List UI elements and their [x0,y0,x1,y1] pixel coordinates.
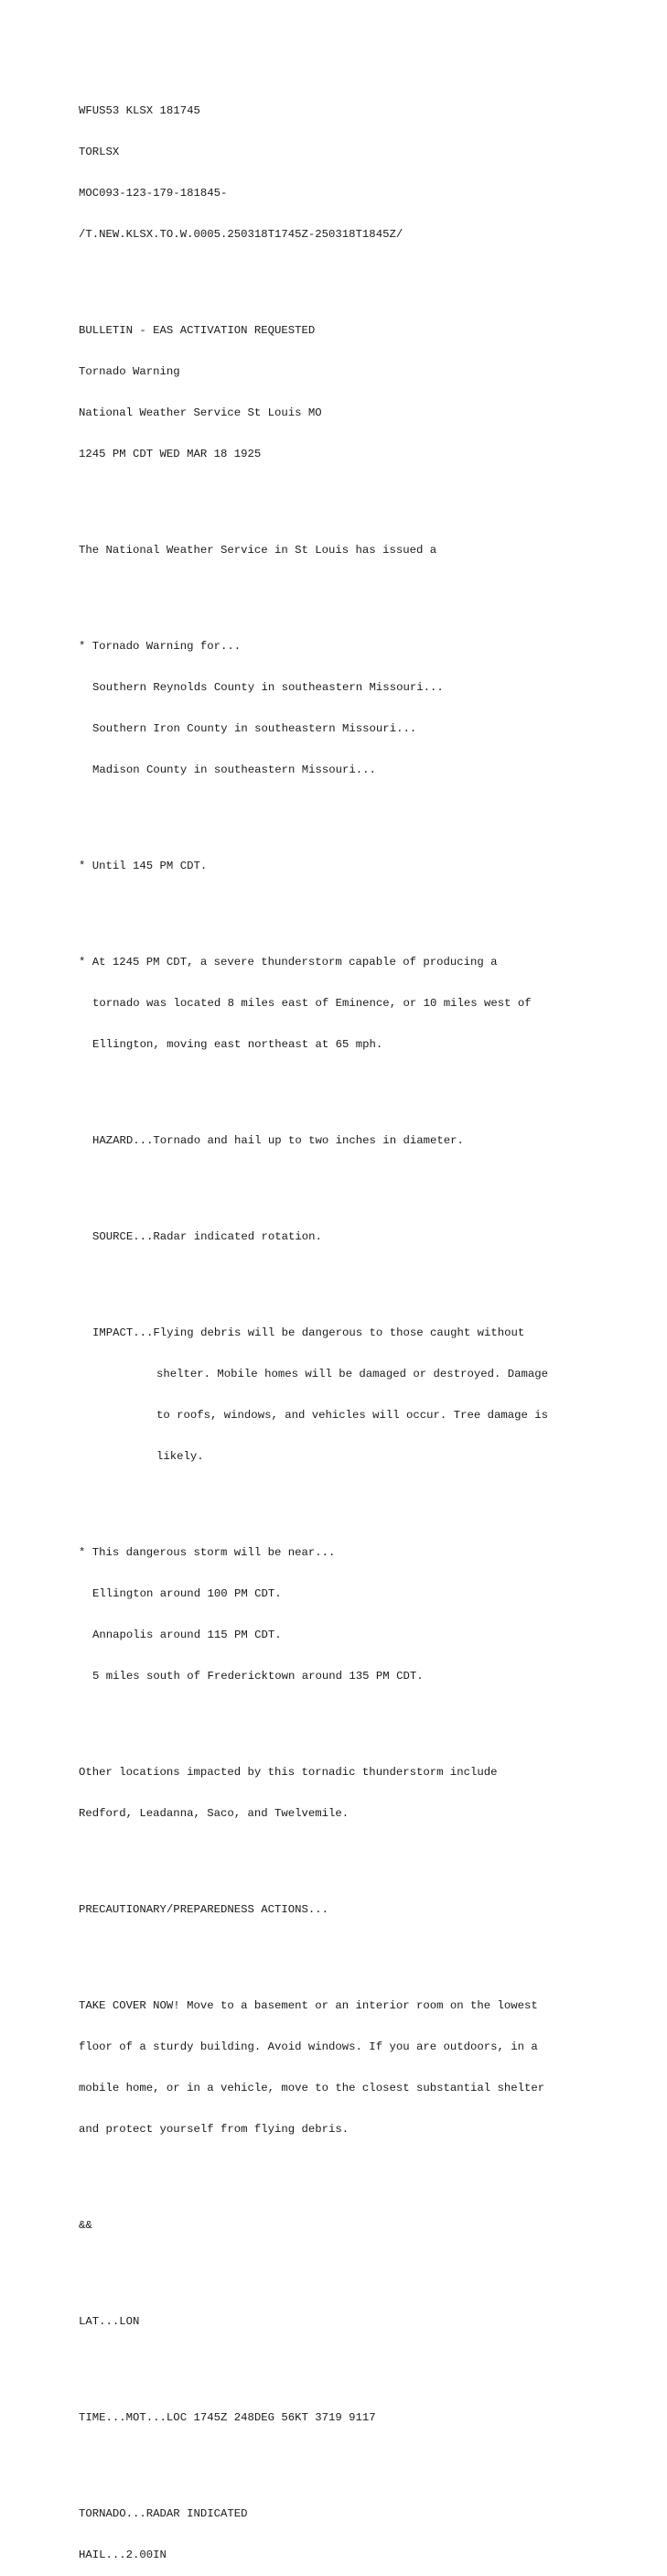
spacer [79,2356,646,2370]
warning-document [79,77,646,2576]
precaution-line: floor of a sturdy building. Avoid windows. If you are outdoors, in a [79,2040,538,2053]
near-location: Annapolis around 115 PM CDT. [92,1629,282,1641]
precaution-line: mobile home, or in a vehicle, move to the closest substantial shelter [79,2082,545,2094]
spacer [79,489,646,503]
warning-area: Madison County in southeastern Missouri... [92,763,376,776]
issuing-office: National Weather Service St Louis MO [79,406,322,419]
spacer [79,1848,646,1862]
situation-line: Ellington, moving east northeast at 65 mph. [92,1038,383,1051]
impact-line: shelter. Mobile homes will be damaged or destroyed. Damage [156,1368,549,1380]
impact-line: to roofs, windows, and vehicles will occur. Tree damage is [156,1409,549,1422]
precaution-line: and protect yourself from flying debris. [79,2123,350,2136]
spacer [79,805,646,818]
spacer [79,1944,646,1958]
spacer [79,2452,646,2466]
warning-area: Southern Iron County in southeastern Missouri... [92,722,417,735]
spacer [79,1175,646,1189]
precaution-line: TAKE COVER NOW! Move to a basement or an interior room on the lowest [79,1999,538,2012]
near-location: Ellington around 100 PM CDT. [92,1587,282,1600]
ugc-codes: MOC093-123-179-181845- [79,187,228,200]
time-mot-loc-line: TIME...MOT...LOC 1745Z 248DEG 56KT 3719 9117 [79,2411,376,2424]
spacer [79,901,646,915]
section-separator: && [79,2219,92,2232]
near-location: 5 miles south of Fredericktown around 135 PM CDT. [92,1670,424,1683]
hazard-line: HAZARD...Tornado and hail up to two inches in diameter. [92,1134,464,1147]
latlon-line: LAT...LON [79,2315,140,2328]
spacer [79,269,646,283]
spacer [79,2164,646,2178]
other-locations-line: Other locations impacted by this tornadic thunderstorm include [79,1766,498,1779]
issue-time: 1245 PM CDT WED MAR 18 1925 [79,448,262,460]
eas-bulletin: BULLETIN - EAS ACTIVATION REQUESTED [79,324,316,337]
spacer [79,1711,646,1725]
near-heading: * This dangerous storm will be near... [79,1546,336,1559]
wmo-header: WFUS53 KLSX 181745 [79,104,200,117]
vtec-string: /T.NEW.KLSX.TO.W.0005.250318T1745Z-250318T1845Z/ [79,228,403,241]
spacer [79,1272,646,1285]
spacer [79,2260,646,2274]
hail-tag: HAIL...2.00IN [79,2549,167,2561]
product-title: Tornado Warning [79,365,180,378]
warning-area: Southern Reynolds County in southeastern Missouri... [92,681,444,694]
other-locations-line: Redford, Leadanna, Saco, and Twelvemile. [79,1807,350,1820]
source-line: SOURCE...Radar indicated rotation. [92,1230,322,1243]
situation-line: tornado was located 8 miles east of Eminence, or 10 miles west of [92,997,532,1010]
situation-line: * At 1245 PM CDT, a severe thunderstorm capable of producing a [79,956,498,969]
impact-line: IMPACT...Flying debris will be dangerous to those caught without [92,1326,525,1339]
precautions-heading: PRECAUTIONARY/PREPAREDNESS ACTIONS... [79,1903,329,1916]
expiration: * Until 145 PM CDT. [79,860,208,872]
awips-id: TORLSX [79,146,120,158]
impact-line: likely. [156,1450,204,1463]
spacer [79,1491,646,1505]
tornado-tag: TORNADO...RADAR INDICATED [79,2507,248,2520]
spacer [79,585,646,599]
intro-text: The National Weather Service in St Louis has issued a [79,544,437,557]
spacer [79,1079,646,1093]
warning-for-heading: * Tornado Warning for... [79,640,242,653]
